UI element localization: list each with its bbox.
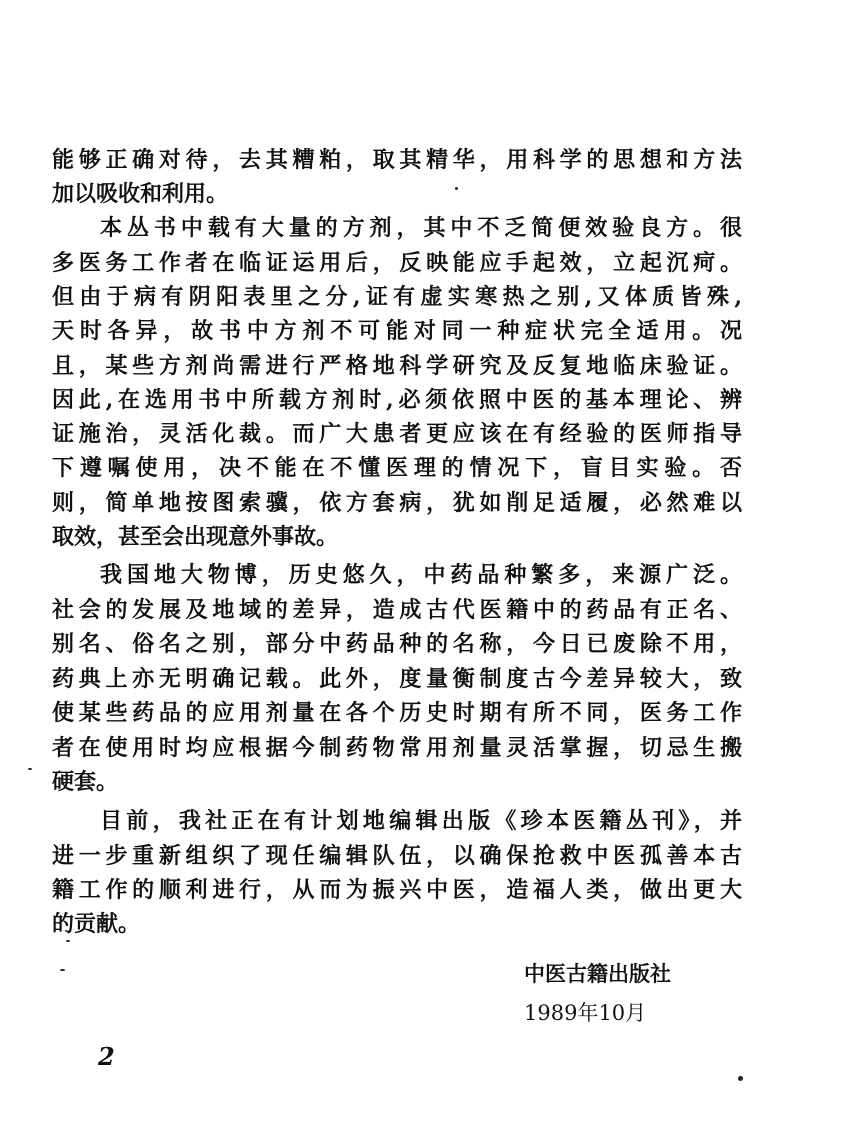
text-line: 籍工作的顺利进行，从而为振兴中医，造福人类，做出更大 — [52, 877, 742, 903]
text-line: 能够正确对待，去其糟粕，取其精华，用科学的思想和方法 — [52, 147, 742, 173]
text-line: 社会的发展及地域的差异，造成古代医籍中的药品有正名、 — [52, 597, 742, 623]
text-line: 取效，甚至会出现意外事故。 — [52, 524, 339, 550]
scan-speck — [66, 940, 70, 942]
scan-speck — [60, 969, 65, 971]
scan-speck — [28, 768, 32, 770]
scan-speck — [738, 1076, 743, 1081]
text-line: 别名、俗名之别，部分中药品种的名称，今日已废除不用， — [52, 631, 742, 657]
text-line: 因此,在选用书中所载方剂时,必须依照中医的基本理论、辨 — [52, 387, 742, 413]
text-line: 硬套。 — [52, 769, 119, 795]
text-line: 则，简单地按图索骥，依方套病，犹如削足适履，必然难以 — [52, 490, 742, 516]
scan-speck — [455, 187, 458, 190]
text-line: 者在使用时均应根据今制药物常用剂量灵活掌握，切忌生搬 — [52, 735, 742, 761]
text-line: 的贡献。 — [52, 911, 141, 937]
text-line: 但由于病有阴阳表里之分,证有虚实寒热之别,又体质皆殊, — [52, 284, 742, 310]
text-line: 且，某些方剂尚需进行严格地科学研究及反复地临床验证。 — [52, 353, 742, 379]
text-line: 目前，我社正在有计划地编辑出版《珍本医籍丛刊》，并 — [100, 808, 742, 834]
publication-date: 1989年10月 — [524, 1001, 647, 1025]
text-line: 使某些药品的应用剂量在各个历史时期有所不同，医务工作 — [52, 700, 742, 726]
text-line: 药典上亦无明确记载。此外，度量衡制度古今差异较大，致 — [52, 666, 742, 692]
text-line: 我国地大物博，历史悠久，中药品种繁多，来源广泛。 — [100, 562, 742, 588]
text-line: 证施治，灵活化裁。而广大患者更应该在有经验的医师指导 — [52, 421, 742, 447]
publisher-name: 中医古籍出版社 — [524, 961, 671, 986]
page-number: 2 — [98, 1042, 115, 1071]
text-line: 天时各异，故书中方剂不可能对同一种症状完全适用。况 — [52, 318, 742, 344]
text-line: 下遵嘱使用，决不能在不懂医理的情况下，盲目实验。否 — [52, 455, 742, 481]
text-line: 进一步重新组织了现任编辑队伍，以确保抢救中医孤善本古 — [52, 843, 742, 869]
text-line: 多医务工作者在临证运用后，反映能应手起效，立起沉疴。 — [52, 250, 742, 276]
text-line: 本丛书中载有大量的方剂，其中不乏简便效验良方。很 — [100, 215, 742, 241]
text-line: 加以吸收和利用。 — [52, 181, 229, 207]
